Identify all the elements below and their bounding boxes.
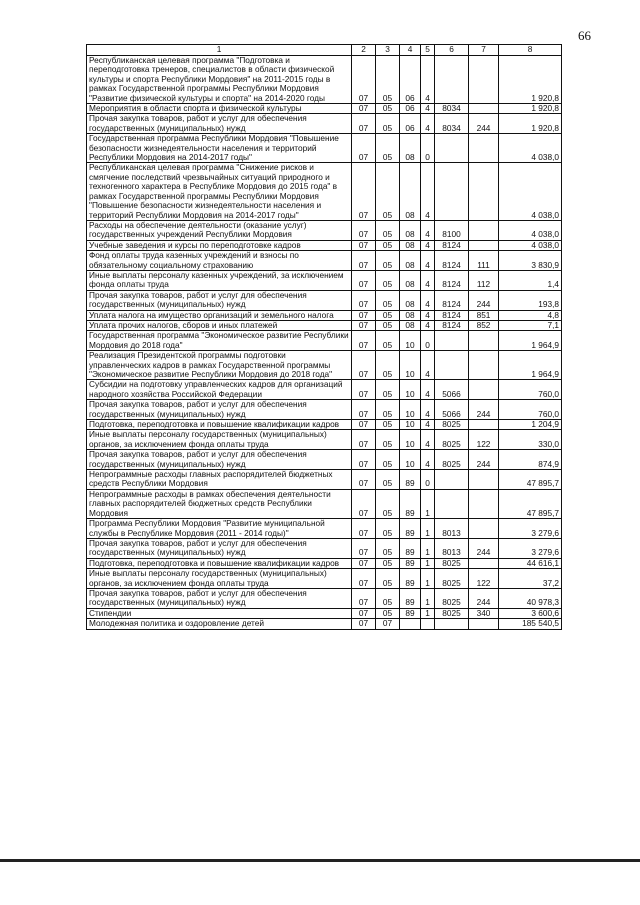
expense-type-code-cell: 244	[469, 400, 499, 420]
expense-type-code-cell	[469, 240, 499, 250]
section-code-cell: 07	[352, 104, 376, 114]
section-code-cell: 07	[352, 538, 376, 558]
table-row	[87, 220, 562, 240]
subprogram-code-cell: 4	[421, 420, 435, 430]
section-code-cell: 07	[352, 450, 376, 470]
subsection-code-cell: 07	[376, 619, 400, 629]
section-code-cell: 07	[352, 310, 376, 320]
item-name-cell: Программа Республики Мордовия "Развитие муниципальной службы в Республике Мордовия (2011 - 2014 годы)"	[87, 519, 352, 539]
expense-type-code-cell	[469, 380, 499, 400]
amount-cell: 4 038,0	[499, 163, 562, 220]
program-code-cell: 08	[400, 240, 421, 250]
item-name-cell: Уплата налога на имущество организаций и земельного налога	[87, 310, 352, 320]
article-code-cell: 8025	[435, 430, 469, 450]
item-name-cell: Уплата прочих налогов, сборов и иных платежей	[87, 320, 352, 330]
article-code-cell: 5066	[435, 400, 469, 420]
article-code-cell	[435, 331, 469, 351]
table-row	[87, 470, 562, 490]
column-header-3: 3	[376, 45, 400, 56]
table-row	[87, 569, 562, 589]
table-row	[87, 104, 562, 114]
subsection-code-cell: 05	[376, 608, 400, 618]
article-code-cell: 8124	[435, 290, 469, 310]
article-code-cell	[435, 163, 469, 220]
table-row	[87, 430, 562, 450]
expense-type-code-cell: 112	[469, 270, 499, 290]
section-code-cell: 07	[352, 400, 376, 420]
subprogram-code-cell: 4	[421, 240, 435, 250]
section-code-cell: 07	[352, 588, 376, 608]
item-name-cell: Учебные заведения и курсы по переподготовке кадров	[87, 240, 352, 250]
subsection-code-cell: 05	[376, 351, 400, 380]
table-row	[87, 519, 562, 539]
program-code-cell: 89	[400, 519, 421, 539]
program-code-cell: 10	[400, 430, 421, 450]
column-header-8: 8	[499, 45, 562, 56]
table-row	[87, 400, 562, 420]
section-code-cell: 07	[352, 134, 376, 163]
subprogram-code-cell: 1	[421, 489, 435, 518]
expense-type-code-cell: 852	[469, 320, 499, 330]
subsection-code-cell: 05	[376, 320, 400, 330]
table-row	[87, 134, 562, 163]
item-name-cell: Иные выплаты персоналу государственных (муниципальных) органов, за исключением фонда оплаты труда	[87, 569, 352, 589]
item-name-cell: Прочая закупка товаров, работ и услуг для обеспечения государственных (муниципальных) нужд	[87, 400, 352, 420]
amount-cell: 330,0	[499, 430, 562, 450]
subprogram-code-cell: 4	[421, 56, 435, 104]
section-code-cell: 07	[352, 608, 376, 618]
subprogram-code-cell: 4	[421, 270, 435, 290]
section-code-cell: 07	[352, 251, 376, 271]
subprogram-code-cell: 1	[421, 588, 435, 608]
section-code-cell: 07	[352, 56, 376, 104]
subprogram-code-cell: 4	[421, 290, 435, 310]
program-code-cell: 06	[400, 114, 421, 134]
subsection-code-cell: 05	[376, 163, 400, 220]
subsection-code-cell: 05	[376, 56, 400, 104]
expense-type-code-cell: 244	[469, 588, 499, 608]
column-header-5: 5	[421, 45, 435, 56]
subsection-code-cell: 05	[376, 290, 400, 310]
table-row	[87, 163, 562, 220]
subprogram-code-cell: 4	[421, 251, 435, 271]
table-row	[87, 114, 562, 134]
program-code-cell: 08	[400, 290, 421, 310]
table-body	[87, 56, 562, 630]
expense-type-code-cell	[469, 470, 499, 490]
program-code-cell: 10	[400, 420, 421, 430]
section-code-cell: 07	[352, 331, 376, 351]
subsection-code-cell: 05	[376, 489, 400, 518]
budget-table	[86, 44, 562, 630]
program-code-cell: 89	[400, 470, 421, 490]
article-code-cell	[435, 134, 469, 163]
table-row	[87, 251, 562, 271]
amount-cell: 874,9	[499, 450, 562, 470]
table-row	[87, 240, 562, 250]
item-name-cell: Иные выплаты персоналу государственных (муниципальных) органов, за исключением фонда оплаты труда	[87, 430, 352, 450]
program-code-cell: 10	[400, 380, 421, 400]
article-code-cell: 8124	[435, 240, 469, 250]
section-code-cell: 07	[352, 163, 376, 220]
article-code-cell: 8025	[435, 420, 469, 430]
subsection-code-cell: 05	[376, 519, 400, 539]
expense-type-code-cell: 122	[469, 430, 499, 450]
column-header-2: 2	[352, 45, 376, 56]
expense-type-code-cell	[469, 331, 499, 351]
subsection-code-cell: 05	[376, 240, 400, 250]
program-code-cell: 08	[400, 270, 421, 290]
amount-cell: 1,4	[499, 270, 562, 290]
amount-cell: 1 964,9	[499, 351, 562, 380]
item-name-cell: Прочая закупка товаров, работ и услуг для обеспечения государственных (муниципальных) нужд	[87, 450, 352, 470]
article-code-cell: 8124	[435, 270, 469, 290]
item-name-cell: Республиканская целевая программа "Подготовка и переподготовка тренеров, специалистов в области физической культуры и спорта Республики Мордовия" на 2011-2015 годы в рамках Государственной программы Республики Мордовия "Развитие физической культуры и спорта" на 2014-2020 годы	[87, 56, 352, 104]
subprogram-code-cell: 4	[421, 450, 435, 470]
program-code-cell: 89	[400, 489, 421, 518]
section-code-cell: 07	[352, 519, 376, 539]
amount-cell: 1 920,8	[499, 114, 562, 134]
program-code-cell: 89	[400, 558, 421, 568]
subprogram-code-cell: 4	[421, 380, 435, 400]
section-code-cell: 07	[352, 290, 376, 310]
subsection-code-cell: 05	[376, 251, 400, 271]
amount-cell: 1 204,9	[499, 420, 562, 430]
subprogram-code-cell: 4	[421, 351, 435, 380]
article-code-cell: 5066	[435, 380, 469, 400]
table-row	[87, 351, 562, 380]
amount-cell: 193,8	[499, 290, 562, 310]
section-code-cell: 07	[352, 558, 376, 568]
item-name-cell: Подготовка, переподготовка и повышение квалификации кадров	[87, 420, 352, 430]
program-code-cell: 10	[400, 400, 421, 420]
expense-type-code-cell: 244	[469, 114, 499, 134]
item-name-cell: Молодежная политика и оздоровление детей	[87, 619, 352, 629]
expense-type-code-cell	[469, 420, 499, 430]
article-code-cell: 8025	[435, 588, 469, 608]
item-name-cell: Иные выплаты персоналу казенных учреждений, за исключением фонда оплаты труда	[87, 270, 352, 290]
item-name-cell: Фонд оплаты труда казенных учреждений и взносы по обязательному социальному страхованию	[87, 251, 352, 271]
expense-type-code-cell	[469, 519, 499, 539]
expense-type-code-cell: 122	[469, 569, 499, 589]
program-code-cell: 08	[400, 163, 421, 220]
subprogram-code-cell: 1	[421, 519, 435, 539]
amount-cell: 47 895,7	[499, 489, 562, 518]
subsection-code-cell: 05	[376, 558, 400, 568]
table-row	[87, 270, 562, 290]
table-row	[87, 619, 562, 629]
program-code-cell: 06	[400, 56, 421, 104]
table-row	[87, 56, 562, 104]
item-name-cell: Расходы на обеспечение деятельности (оказание услуг) государственных учреждений Республики Мордовия	[87, 220, 352, 240]
article-code-cell: 8013	[435, 519, 469, 539]
amount-cell: 760,0	[499, 400, 562, 420]
article-code-cell: 8034	[435, 104, 469, 114]
amount-cell: 1 920,8	[499, 56, 562, 104]
table-row	[87, 331, 562, 351]
program-code-cell	[400, 619, 421, 629]
column-header-4: 4	[400, 45, 421, 56]
item-name-cell: Реализация Президентской программы подготовки управленческих кадров в рамках Государственной программы "Экономическое развитие Республики Мордовия до 2018 года"	[87, 351, 352, 380]
amount-cell: 185 540,5	[499, 619, 562, 629]
subprogram-code-cell: 1	[421, 558, 435, 568]
article-code-cell: 8124	[435, 320, 469, 330]
program-code-cell: 08	[400, 220, 421, 240]
subsection-code-cell: 05	[376, 538, 400, 558]
section-code-cell: 07	[352, 430, 376, 450]
amount-cell: 47 895,7	[499, 470, 562, 490]
amount-cell: 37,2	[499, 569, 562, 589]
item-name-cell: Стипендии	[87, 608, 352, 618]
subprogram-code-cell: 0	[421, 134, 435, 163]
expense-type-code-cell	[469, 104, 499, 114]
section-code-cell: 07	[352, 489, 376, 518]
section-code-cell: 07	[352, 351, 376, 380]
expense-type-code-cell	[469, 56, 499, 104]
amount-cell: 4 038,0	[499, 240, 562, 250]
article-code-cell: 8034	[435, 114, 469, 134]
item-name-cell: Мероприятия в области спорта и физической культуры	[87, 104, 352, 114]
program-code-cell: 89	[400, 608, 421, 618]
section-code-cell: 07	[352, 619, 376, 629]
expense-type-code-cell	[469, 489, 499, 518]
amount-cell: 1 920,8	[499, 104, 562, 114]
amount-cell: 4 038,0	[499, 220, 562, 240]
table-row	[87, 380, 562, 400]
expense-type-code-cell	[469, 619, 499, 629]
amount-cell: 3 600,6	[499, 608, 562, 618]
amount-cell: 3 279,6	[499, 519, 562, 539]
expense-type-code-cell	[469, 134, 499, 163]
section-code-cell: 07	[352, 114, 376, 134]
section-code-cell: 07	[352, 380, 376, 400]
subprogram-code-cell: 0	[421, 470, 435, 490]
article-code-cell: 8025	[435, 569, 469, 589]
article-code-cell: 8025	[435, 608, 469, 618]
subprogram-code-cell: 1	[421, 608, 435, 618]
subsection-code-cell: 05	[376, 270, 400, 290]
table-row	[87, 608, 562, 618]
expense-type-code-cell: 340	[469, 608, 499, 618]
subsection-code-cell: 05	[376, 450, 400, 470]
subsection-code-cell: 05	[376, 420, 400, 430]
item-name-cell: Прочая закупка товаров, работ и услуг для обеспечения государственных (муниципальных) нужд	[87, 588, 352, 608]
item-name-cell: Непрограммные расходы в рамках обеспечения деятельности главных распорядителей бюджетных средств Республики Мордовия	[87, 489, 352, 518]
item-name-cell: Прочая закупка товаров, работ и услуг для обеспечения государственных (муниципальных) нужд	[87, 538, 352, 558]
article-code-cell: 8013	[435, 538, 469, 558]
table-row	[87, 588, 562, 608]
program-code-cell: 08	[400, 251, 421, 271]
expense-type-code-cell: 851	[469, 310, 499, 320]
subprogram-code-cell: 4	[421, 163, 435, 220]
amount-cell: 760,0	[499, 380, 562, 400]
amount-cell: 7,1	[499, 320, 562, 330]
subsection-code-cell: 05	[376, 588, 400, 608]
section-code-cell: 07	[352, 240, 376, 250]
scan-edge-line	[0, 859, 640, 862]
expense-type-code-cell	[469, 163, 499, 220]
table-row	[87, 538, 562, 558]
section-code-cell: 07	[352, 220, 376, 240]
table-row	[87, 450, 562, 470]
article-code-cell: 8025	[435, 450, 469, 470]
subprogram-code-cell: 1	[421, 538, 435, 558]
expense-type-code-cell: 111	[469, 251, 499, 271]
expense-type-code-cell	[469, 558, 499, 568]
subsection-code-cell: 05	[376, 310, 400, 320]
subprogram-code-cell: 4	[421, 400, 435, 420]
item-name-cell: Государственная программа "Экономическое развитие Республики Мордовия до 2018 года"	[87, 331, 352, 351]
amount-cell: 3 830,9	[499, 251, 562, 271]
program-code-cell: 10	[400, 331, 421, 351]
subsection-code-cell: 05	[376, 331, 400, 351]
subsection-code-cell: 05	[376, 569, 400, 589]
expense-type-code-cell: 244	[469, 450, 499, 470]
expense-type-code-cell	[469, 220, 499, 240]
section-code-cell: 07	[352, 569, 376, 589]
item-name-cell: Прочая закупка товаров, работ и услуг для обеспечения государственных (муниципальных) нужд	[87, 290, 352, 310]
section-code-cell: 07	[352, 470, 376, 490]
subprogram-code-cell: 4	[421, 430, 435, 450]
table-row	[87, 420, 562, 430]
table-row	[87, 290, 562, 310]
item-name-cell: Прочая закупка товаров, работ и услуг для обеспечения государственных (муниципальных) нужд	[87, 114, 352, 134]
amount-cell: 1 964,9	[499, 331, 562, 351]
item-name-cell: Государственная программа Республики Мордовия "Повышение безопасности жизнедеятельности населения и территорий Республики Мордовия на 2014-2017 годы"	[87, 134, 352, 163]
subsection-code-cell: 05	[376, 134, 400, 163]
subprogram-code-cell: 4	[421, 104, 435, 114]
subsection-code-cell: 05	[376, 380, 400, 400]
amount-cell: 44 616,1	[499, 558, 562, 568]
article-code-cell: 8100	[435, 220, 469, 240]
subsection-code-cell: 05	[376, 114, 400, 134]
program-code-cell: 89	[400, 588, 421, 608]
header-row	[87, 45, 562, 56]
article-code-cell	[435, 56, 469, 104]
program-code-cell: 10	[400, 351, 421, 380]
article-code-cell: 8025	[435, 558, 469, 568]
subprogram-code-cell: 4	[421, 320, 435, 330]
subprogram-code-cell	[421, 619, 435, 629]
program-code-cell: 08	[400, 310, 421, 320]
subsection-code-cell: 05	[376, 220, 400, 240]
section-code-cell: 07	[352, 420, 376, 430]
page-number: 66	[578, 28, 591, 43]
expense-type-code-cell: 244	[469, 538, 499, 558]
program-code-cell: 10	[400, 450, 421, 470]
amount-cell: 4 038,0	[499, 134, 562, 163]
article-code-cell	[435, 489, 469, 518]
article-code-cell	[435, 351, 469, 380]
subsection-code-cell: 05	[376, 430, 400, 450]
amount-cell: 3 279,6	[499, 538, 562, 558]
column-header-1: 1	[87, 45, 352, 56]
article-code-cell: 8124	[435, 310, 469, 320]
table-row	[87, 320, 562, 330]
table-row	[87, 558, 562, 568]
program-code-cell: 08	[400, 320, 421, 330]
article-code-cell	[435, 470, 469, 490]
table-header	[87, 45, 562, 56]
article-code-cell	[435, 619, 469, 629]
amount-cell: 40 978,3	[499, 588, 562, 608]
column-header-6: 6	[435, 45, 469, 56]
item-name-cell: Субсидии на подготовку управленческих кадров для организаций народного хозяйства Российской Федерации	[87, 380, 352, 400]
article-code-cell: 8124	[435, 251, 469, 271]
program-code-cell: 89	[400, 538, 421, 558]
subprogram-code-cell: 0	[421, 331, 435, 351]
program-code-cell: 89	[400, 569, 421, 589]
subsection-code-cell: 05	[376, 470, 400, 490]
section-code-cell: 07	[352, 320, 376, 330]
table-row	[87, 310, 562, 320]
program-code-cell: 08	[400, 134, 421, 163]
subprogram-code-cell: 4	[421, 114, 435, 134]
amount-cell: 4,8	[499, 310, 562, 320]
item-name-cell: Непрограммные расходы главных распорядителей бюджетных средств Республики Мордовия	[87, 470, 352, 490]
expense-type-code-cell	[469, 351, 499, 380]
program-code-cell: 06	[400, 104, 421, 114]
expense-type-code-cell: 244	[469, 290, 499, 310]
subsection-code-cell: 05	[376, 104, 400, 114]
subprogram-code-cell: 4	[421, 220, 435, 240]
table-row	[87, 489, 562, 518]
subsection-code-cell: 05	[376, 400, 400, 420]
item-name-cell: Подготовка, переподготовка и повышение квалификации кадров	[87, 558, 352, 568]
column-header-7: 7	[469, 45, 499, 56]
section-code-cell: 07	[352, 270, 376, 290]
item-name-cell: Республиканская целевая программа "Снижение рисков и смягчение последствий чрезвычайных ситуаций природного и техногенного характера в Республике Мордовия до 2015 года" в рамках Государственной программы Республики Мордовия "Повышение безопасности жизнедеятельности населения и территорий Республики Мордовия на 2014-2017 годы"	[87, 163, 352, 220]
subprogram-code-cell: 1	[421, 569, 435, 589]
subprogram-code-cell: 4	[421, 310, 435, 320]
